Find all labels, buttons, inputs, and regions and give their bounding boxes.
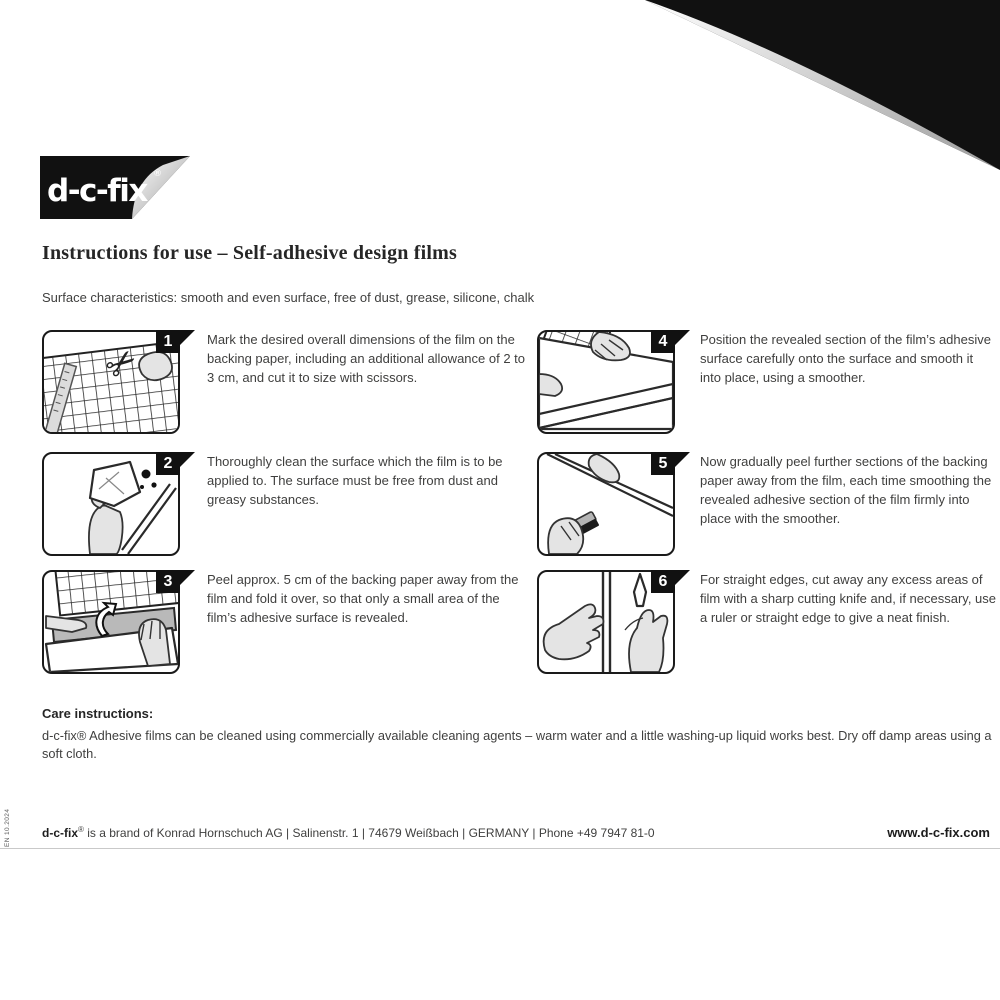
website-url: www.d-c-fix.com (887, 825, 990, 840)
footer-registered-mark: ® (78, 825, 84, 834)
step-3-number: 3 (156, 570, 180, 593)
scissors-icon: ✂ (96, 337, 146, 389)
page-title: Instructions for use – Self-adhesive design films (42, 242, 458, 264)
step-4-text: Position the revealed section of the film’s adhesive surface carefully onto the surface and smooth it into place, using a smoother. (700, 332, 991, 385)
footer-company-text: is a brand of Konrad Hornschuch AG | Salinenstr. 1 | 74679 Weißbach | GERMANY | Phone +49 7947 81-0 (83, 826, 655, 840)
step-2-figure (42, 452, 180, 556)
edition-code: EN 10.2024 (4, 808, 11, 847)
surface-characteristics-note: Surface characteristics: smooth and even surface, free of dust, grease, silicone, chalk (42, 290, 535, 305)
step-2-text: Thoroughly clean the surface which the film is to be applied to. The surface must be free from dust and greasy substances. (207, 454, 503, 507)
step-6-number: 6 (651, 570, 675, 593)
step-6-figure (537, 570, 675, 674)
step-3-text: Peel approx. 5 cm of the backing paper away from the film and fold it over, so that only a small area of the film’s adhesive surface is revealed. (207, 572, 519, 625)
step-2-number: 2 (156, 452, 180, 475)
footer-brand: d-c-fix (42, 826, 78, 840)
step-1-text: Mark the desired overall dimensions of the film on the backing paper, including an additional allowance of 2 to 3 cm, and cut it to size with scissors. (207, 332, 526, 385)
page-corner-fold (644, 0, 1000, 170)
dcfix-logo-registered: ® (153, 169, 162, 179)
footer-divider (0, 848, 1000, 849)
step-1-number: 1 (156, 330, 180, 353)
step-5-number: 5 (651, 452, 675, 475)
step-5-figure (537, 452, 675, 556)
step-6-text: For straight edges, cut away any excess areas of film with a sharp cutting knife and, if necessary, use a ruler or straight edge to give a neat finish. (700, 572, 997, 625)
step-3-figure (42, 570, 180, 674)
step-4-figure (537, 330, 675, 434)
care-instructions-body: d-c-fix® Adhesive films can be cleaned using commercially available cleaning agents – warm water and a little washing-up liquid works best. Dry off damp areas using a soft cloth. (42, 728, 992, 761)
company-footer-line (42, 825, 655, 840)
dcfix-logo-text: d-c-fix (47, 173, 147, 209)
step-1-figure (42, 330, 180, 434)
care-instructions-heading: Care instructions: (42, 706, 154, 721)
dcfix-logo (40, 156, 192, 219)
step-5-text: Now gradually peel further sections of the backing paper away from the film, each time smoothing the revealed adhesive section of the film firmly into place with the smoother. (700, 454, 992, 526)
step-4-number: 4 (651, 330, 675, 353)
